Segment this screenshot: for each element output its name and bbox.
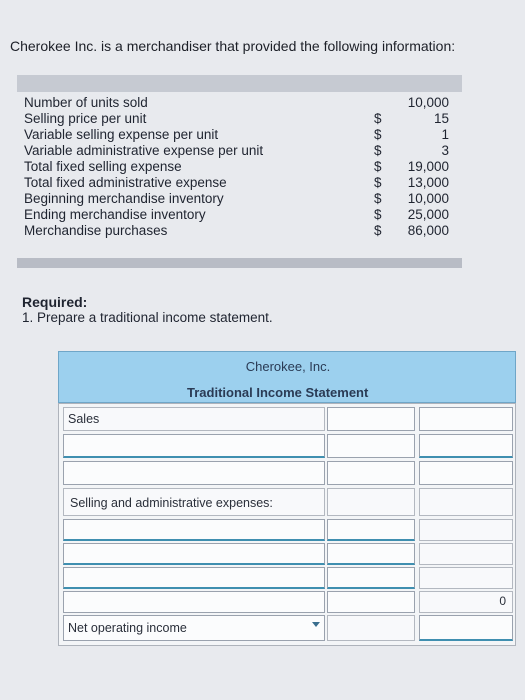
- info-value: 10,000: [407, 191, 449, 206]
- sales-input-1[interactable]: [327, 407, 415, 431]
- expense-amount-input-4[interactable]: [327, 591, 415, 613]
- expense-total-spacer-3: [419, 567, 513, 589]
- info-value: 25,000: [407, 207, 449, 222]
- sales-label-cell[interactable]: [63, 407, 325, 431]
- cogs-amount-input[interactable]: [419, 434, 513, 458]
- info-label: Variable selling expense per unit: [24, 127, 219, 142]
- dollar-sign: $: [374, 143, 382, 158]
- dollar-sign: $: [374, 159, 382, 174]
- table-bottom-bar: [17, 258, 462, 268]
- info-label: Number of units sold: [24, 95, 148, 110]
- info-row: [24, 223, 454, 239]
- info-value: 86,000: [407, 223, 449, 238]
- expense-amount-input-2[interactable]: [327, 543, 415, 565]
- net-operating-income-input[interactable]: [419, 615, 513, 641]
- statement-body: [58, 403, 516, 646]
- info-row: [24, 191, 454, 207]
- info-value: 3: [441, 143, 449, 158]
- table-top-bar: [17, 75, 462, 92]
- required-heading: Required:: [22, 294, 88, 310]
- cogs-label-input[interactable]: [63, 434, 325, 458]
- dollar-sign: $: [374, 191, 382, 206]
- expense-total-spacer-1: [419, 519, 513, 541]
- sales-label: Sales: [68, 412, 100, 426]
- company-name: Cherokee, Inc.: [245, 359, 331, 374]
- net-operating-income-select[interactable]: [63, 615, 325, 641]
- info-row: [24, 95, 454, 111]
- info-value: 10,000: [407, 95, 449, 110]
- info-value: 1: [441, 127, 449, 142]
- total-expense-value: 0: [499, 594, 506, 608]
- expense-amount-input-1[interactable]: [327, 519, 415, 541]
- expense-label-input-3[interactable]: [63, 567, 325, 589]
- expense-amount-input-3[interactable]: [327, 567, 415, 589]
- required-item: 1. Prepare a traditional income statement.: [22, 310, 273, 325]
- info-rows: [24, 95, 454, 239]
- question-text: Cherokee Inc. is a merchandiser that provided the following information:: [10, 38, 456, 54]
- info-label: Total fixed selling expense: [24, 159, 182, 174]
- expense-label-input-2[interactable]: [63, 543, 325, 565]
- given-information-table: [17, 75, 462, 270]
- gross-margin-amount-input[interactable]: [419, 461, 513, 485]
- sales-amount-input[interactable]: [419, 407, 513, 431]
- dollar-sign: $: [374, 127, 382, 142]
- info-value: 13,000: [407, 175, 449, 190]
- info-value: 15: [433, 111, 449, 126]
- cogs-input-1[interactable]: [327, 434, 415, 458]
- sga-spacer-1: [327, 488, 415, 516]
- expense-total-spacer-2: [419, 543, 513, 565]
- info-label: Ending merchandise inventory: [24, 207, 206, 222]
- gross-margin-input-1[interactable]: [327, 461, 415, 485]
- info-row: [24, 111, 454, 127]
- dollar-sign: $: [374, 175, 382, 190]
- chevron-down-icon: [312, 622, 320, 627]
- net-operating-income-label: Net operating income: [68, 621, 187, 635]
- sga-spacer-2: [419, 488, 513, 516]
- info-label: Merchandise purchases: [24, 223, 168, 238]
- sga-label: Selling and administrative expenses:: [70, 496, 273, 510]
- dollar-sign: $: [374, 111, 382, 126]
- info-label: Selling price per unit: [24, 111, 147, 126]
- info-label: Beginning merchandise inventory: [24, 191, 224, 206]
- expense-total-cell: [419, 591, 513, 613]
- sga-label-cell: [63, 488, 325, 516]
- info-row: [24, 207, 454, 223]
- info-row: [24, 143, 454, 159]
- info-value: 19,000: [407, 159, 449, 174]
- expense-label-input-1[interactable]: [63, 519, 325, 541]
- dollar-sign: $: [374, 223, 382, 238]
- info-label: Total fixed administrative expense: [24, 175, 227, 190]
- expense-label-input-4[interactable]: [63, 591, 325, 613]
- info-label: Variable administrative expense per unit: [24, 143, 264, 158]
- dollar-sign: $: [374, 207, 382, 222]
- statement-title: Traditional Income Statement: [187, 385, 369, 400]
- gross-margin-label-input[interactable]: [63, 461, 325, 485]
- income-statement-form: [58, 351, 516, 646]
- info-row: [24, 159, 454, 175]
- statement-header: [58, 351, 516, 403]
- info-row: [24, 127, 454, 143]
- info-row: [24, 175, 454, 191]
- net-income-spacer: [327, 615, 415, 641]
